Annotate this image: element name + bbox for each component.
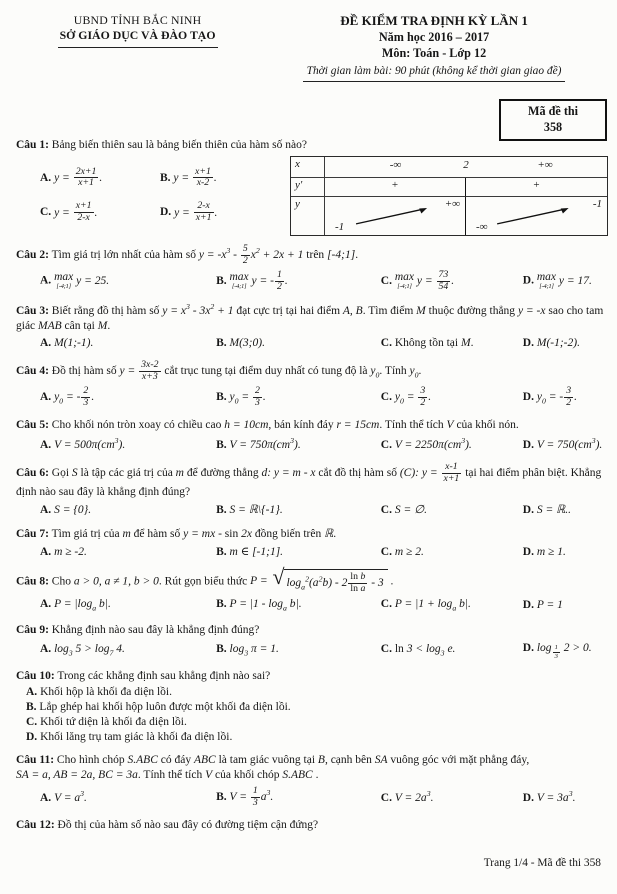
- subject-line: Môn: Toán - Lớp 12: [381, 45, 487, 60]
- option-key: B.: [216, 337, 227, 350]
- option-key: B.: [216, 545, 227, 558]
- option-D: [523, 386, 608, 409]
- options: [16, 335, 608, 352]
- option-key: D.: [26, 731, 38, 744]
- bbt-row-label: y': [291, 178, 325, 197]
- option-B: [216, 503, 381, 518]
- option-B: [216, 597, 381, 613]
- exam-code-box: [499, 99, 607, 141]
- option-text: max [-4;1] y = - $\frac{1}{2}$ .: [229, 268, 288, 292]
- option-text: $V = 750(cm^3)$.: [536, 436, 603, 451]
- option-A: [26, 685, 608, 700]
- option-B: [216, 336, 381, 351]
- option-text: max [-4;1] y = $\frac{73}{54}$ .: [394, 268, 455, 292]
- option-key: D.: [522, 438, 534, 451]
- option-C: [381, 642, 523, 658]
- issuer-block: [16, 13, 259, 82]
- option-D: [160, 201, 290, 224]
- question-label: Câu 6:: [16, 467, 49, 479]
- option-C: [381, 436, 523, 453]
- question-label: Câu 12:: [16, 818, 55, 831]
- exam-title: ĐỀ KIỂM TRA ĐỊNH KỲ LẦN 1: [340, 13, 528, 28]
- question-text: Câu 1: Bảng biến thiên sau là bảng biến thiên của hàm số nào?: [16, 139, 307, 151]
- question-text: Câu 9: Khẳng định nào sau đây là khẳng định đúng?: [16, 623, 260, 636]
- bbt-branch-cell: [325, 197, 466, 235]
- options: [16, 685, 608, 745]
- bbt-sign-cell: [466, 178, 607, 197]
- option-key: C.: [380, 503, 392, 516]
- options: [16, 269, 608, 294]
- bbt-branch-to: -1: [592, 197, 602, 210]
- bbt-x-row: [325, 157, 607, 178]
- option-A: [40, 503, 216, 518]
- question-label: Câu 10:: [16, 670, 55, 683]
- option-key: D.: [522, 337, 534, 350]
- question: [16, 564, 608, 615]
- option-key: B.: [216, 274, 227, 287]
- option-text: $\ln 3 < \log_3 e$.: [394, 643, 456, 658]
- question: [16, 527, 608, 561]
- question-text: Câu 12: Đồ thị của hàm số nào sau đây có đường tiệm cận đứng?: [16, 818, 319, 831]
- option-C: [381, 597, 523, 613]
- options: [16, 502, 608, 519]
- option-D: [523, 503, 608, 518]
- option-key: A.: [40, 171, 52, 184]
- option-B: [160, 167, 290, 190]
- bbt-branch-to: +∞: [444, 197, 460, 210]
- option-D: [523, 272, 608, 290]
- option-key: D.: [522, 599, 534, 612]
- question: [16, 623, 608, 661]
- options: [16, 155, 290, 236]
- option-key: D.: [522, 791, 534, 804]
- question-label: Câu 1:: [16, 139, 49, 151]
- options: [16, 785, 608, 810]
- option-D: [523, 545, 608, 560]
- option-D: [523, 598, 608, 613]
- option-C: [26, 715, 608, 730]
- option-C: [381, 386, 523, 409]
- increase-arrow-icon: [345, 203, 432, 228]
- option-key: A.: [40, 545, 52, 558]
- option-text: $\log_3 5 > \log_7 4$.: [54, 643, 125, 658]
- option-text: m ≥ 1.: [536, 545, 566, 558]
- option-text: $V = 2a^3$.: [394, 788, 434, 804]
- question-label: Câu 4:: [16, 365, 49, 378]
- question-text: Câu 8: Cho a > 0, a ≠ 1, b > 0. Rút gọn biểu thức P = √ $\log_a^2(a^2b) - 2$ $\frac{\text{ln b}}{\text{ln a}}$ - 3 .: [16, 564, 394, 594]
- option-key: D.: [522, 274, 534, 287]
- option-D: [523, 641, 608, 660]
- question-label: Câu 5:: [16, 419, 49, 432]
- issuer-line2: SỞ GIÁO DỤC VÀ ĐÀO TẠO: [58, 28, 218, 47]
- option-text: y = $\frac{2x+1}{x+1}$ .: [54, 165, 103, 189]
- option-C: [381, 503, 523, 518]
- option-D: [26, 730, 608, 745]
- option-key: C.: [380, 274, 392, 287]
- option-C: [40, 201, 160, 224]
- question: [16, 418, 608, 454]
- options: [16, 435, 608, 454]
- option-key: B.: [216, 438, 227, 451]
- option-key: A.: [26, 686, 38, 699]
- option-A: [40, 336, 216, 351]
- question: [16, 244, 608, 294]
- question: [16, 360, 608, 410]
- question-text: Câu 4: Đồ thị hàm số y = $\frac{3x-2}{x+3}$ cắt trục tung tại điểm duy nhất có tung độ là $y_0$. Tính $y_0$.: [16, 359, 422, 383]
- option-text: S = {0}.: [54, 503, 92, 516]
- option-B: [216, 270, 381, 293]
- page-footer: Trang 1/4 - Mã đề thi 358: [483, 857, 601, 870]
- option-text: $V = a^3$.: [54, 788, 87, 804]
- option-text: Khối lăng trụ tam giác là khối đa diện lồi.: [40, 731, 233, 744]
- option-text: m ≥ 2.: [394, 545, 424, 558]
- option-key: C.: [380, 791, 392, 804]
- bbt-sign-cell: [325, 178, 466, 197]
- option-text: $y_0$ = $\frac{2}{3}$ .: [229, 385, 266, 409]
- option-key: C.: [40, 206, 52, 219]
- option-A: [40, 436, 216, 453]
- option-text: $P = |1 - \log_a b|$.: [229, 598, 302, 613]
- option-key: A.: [40, 274, 52, 287]
- option-key: B.: [216, 391, 227, 404]
- option-text: M(3;0).: [229, 337, 265, 350]
- bbt-row-label: x: [291, 157, 325, 178]
- variation-table: [290, 156, 608, 236]
- option-text: Khối hộp là khối đa diện lồi.: [40, 686, 172, 699]
- option-B: [216, 642, 381, 658]
- option-D: [523, 436, 608, 453]
- question: [16, 669, 608, 745]
- option-C: [381, 545, 523, 560]
- bbt-x-value: 2: [463, 158, 469, 171]
- option-key: A.: [40, 337, 52, 350]
- options: [16, 385, 608, 410]
- option-D: [523, 789, 608, 806]
- option-key: B.: [216, 790, 227, 803]
- option-key: B.: [216, 643, 227, 656]
- question-text: Câu 2: Tìm giá trị lớn nhất của hàm số $y = -x^3$ - $\frac{5}{2}$ $x^2 + 2x + 1$ trên [-4;1].: [16, 242, 359, 266]
- option-key: C.: [380, 391, 392, 404]
- exam-code-label: Mã đề thi: [527, 104, 579, 118]
- option-text: max [-4;1] y = 25.: [54, 271, 110, 290]
- option-key: B.: [216, 503, 227, 516]
- question-text: Câu 7: Tìm giá trị của m để hàm số y = mx - sin 2x đồng biến trên ℝ.: [16, 527, 337, 540]
- option-text: y = $\frac{x+1}{x-2}$ .: [173, 165, 217, 189]
- option-key: C.: [380, 337, 392, 350]
- bbt-row-label: y: [291, 197, 325, 235]
- question-label: Câu 3:: [16, 304, 49, 317]
- question1-body: [16, 155, 608, 236]
- option-B: [216, 786, 381, 809]
- bbt-sign: +: [533, 178, 540, 191]
- bbt-x-value: -∞: [389, 158, 402, 171]
- options: [16, 544, 608, 561]
- option-text: S = ℝ..: [536, 503, 571, 516]
- option-D: [523, 336, 608, 351]
- option-key: B.: [160, 171, 171, 184]
- option-text: m ∈ [-1;1].: [229, 545, 284, 558]
- option-text: $P = |\log_a$ b|.: [54, 598, 111, 613]
- question-label: Câu 9:: [16, 623, 49, 636]
- option-A: [40, 545, 216, 560]
- bbt-branch-from: -1: [335, 220, 345, 233]
- option-key: C.: [26, 716, 38, 729]
- option-text: $y_0$ = - $\frac{3}{2}$ .: [536, 385, 577, 409]
- option-text: S = ∅.: [394, 503, 428, 516]
- question-text: Câu 6: Gọi S là tập các giá trị của m để đường thẳng d: y = m - x cắt đồ thị hàm số (C): y = $\frac{x-1}{x+1}$ tại hai điểm phân biệt. Khẳng định nào sau đây là khẳng định đúng?: [16, 460, 602, 498]
- school-year: Năm học 2016 – 2017: [378, 29, 490, 44]
- question-label: Câu 2:: [16, 249, 49, 262]
- option-text: $V = 750\pi(cm^3)$.: [229, 436, 301, 451]
- option-text: V = $\frac{1}{3}$ $a^3$.: [229, 784, 274, 808]
- question-label: Câu 8:: [16, 575, 49, 588]
- option-B: [26, 700, 608, 715]
- question-text: Câu 5: Cho khối nón tròn xoay có chiều cao h = 10cm, bán kính đáy r = 15cm. Tính thể tích V của khối nón.: [16, 419, 519, 432]
- question: [16, 302, 608, 353]
- option-text: S = ℝ\{-1}.: [229, 503, 283, 516]
- option-A: [40, 789, 216, 806]
- option-text: y = $\frac{2-x}{x+1}$ .: [174, 200, 218, 224]
- option-key: D.: [522, 391, 534, 404]
- option-B: [216, 436, 381, 453]
- option-key: A.: [40, 438, 52, 451]
- option-text: $V = 500\pi(cm^3)$.: [54, 436, 126, 451]
- exam-code-value: 358: [543, 120, 563, 135]
- option-key: C.: [380, 598, 392, 611]
- option-text: $y_0$ = $\frac{3}{2}$ .: [394, 385, 432, 409]
- option-key: C.: [380, 438, 392, 451]
- options: [16, 640, 608, 661]
- option-A: [40, 597, 216, 613]
- option-C: [381, 789, 523, 806]
- page-header: [0, 0, 617, 82]
- option-text: $P = |1 + \log_a b|$.: [394, 598, 471, 613]
- bbt-sign: +: [391, 178, 399, 191]
- option-text: y = $\frac{x+1}{2-x}$ .: [54, 200, 98, 224]
- issuer-line1: UBND TỈNH BẮC NINH: [73, 13, 202, 27]
- option-A: [40, 386, 216, 409]
- increase-arrow-icon: [486, 203, 573, 228]
- option-key: A.: [40, 643, 52, 656]
- option-text: $V = 2250\pi(cm^3)$.: [394, 436, 472, 451]
- option-key: C.: [380, 545, 392, 558]
- option-text: Khối tứ diện là khối đa diện lồi.: [40, 716, 187, 729]
- option-text: M(1;-1).: [54, 337, 94, 350]
- option-text: $V = 3a^3$.: [536, 788, 576, 804]
- option-text: log $_{\frac{1}{3}}$ 2 > 0.: [536, 641, 592, 660]
- question: [16, 753, 608, 810]
- question: [16, 818, 608, 833]
- option-A: [40, 272, 216, 290]
- option-text: M(-1;-2).: [536, 337, 580, 350]
- bbt-x-value: +∞: [537, 158, 553, 171]
- option-B: [216, 545, 381, 560]
- question: [16, 138, 608, 236]
- questions: [16, 138, 608, 841]
- question-label: Câu 11:: [16, 753, 55, 766]
- option-text: max [-4;1] y = 17.: [536, 271, 592, 290]
- option-key: B.: [26, 701, 37, 714]
- option-key: D.: [522, 545, 534, 558]
- exam-title-block: [259, 13, 609, 82]
- option-B: [216, 386, 381, 409]
- option-key: A.: [40, 503, 52, 516]
- option-C: [381, 270, 523, 293]
- question-text: Câu 3: Biết rằng đồ thị hàm số $y = x^3 - 3x^2 + 1$ đạt cực trị tại hai điểm A, B. Tìm điểm M thuộc đường thẳng y = -x sao cho tam giác MAB cân tại M.: [16, 301, 604, 332]
- option-key: C.: [380, 643, 392, 656]
- option-A: [40, 167, 160, 190]
- option-text: $\log_3 \pi = 1$.: [229, 643, 279, 658]
- bbt-branch-cell: [466, 197, 607, 235]
- option-key: B.: [216, 598, 227, 611]
- question-text: Câu 11: Cho hình chóp S.ABC có đáy ABC là tam giác vuông tại B, cạnh bên SA vuông góc với mặt phẳng đáy, SA = a, AB = 2a, BC = 3a. Tính thể tích V của khối chóp S.ABC .: [16, 753, 530, 781]
- question-label: Câu 7:: [16, 527, 49, 540]
- option-text: $y_0$ = - $\frac{2}{3}$ .: [54, 385, 95, 409]
- option-text: m ≥ -2.: [54, 545, 87, 558]
- question: [16, 462, 608, 519]
- option-A: [40, 642, 216, 658]
- duration-line: Thời gian làm bài: 90 phút (không kể thời gian giao đề): [303, 63, 566, 83]
- option-key: D.: [522, 641, 534, 654]
- option-key: D.: [160, 206, 172, 219]
- question-text: Câu 10: Trong các khẳng định sau khẳng định nào sai?: [16, 670, 271, 683]
- option-C: [381, 336, 523, 351]
- option-text: Không tồn tại M.: [394, 337, 474, 350]
- bbt-branch-from: -∞: [476, 220, 488, 233]
- option-text: P = 1: [536, 599, 563, 612]
- option-key: D.: [522, 503, 534, 516]
- option-key: A.: [40, 391, 52, 404]
- option-key: A.: [40, 791, 52, 804]
- option-key: A.: [40, 598, 52, 611]
- options: [16, 596, 608, 614]
- option-text: Lắp ghép hai khối hộp luôn được một khối đa diện lồi.: [39, 701, 291, 714]
